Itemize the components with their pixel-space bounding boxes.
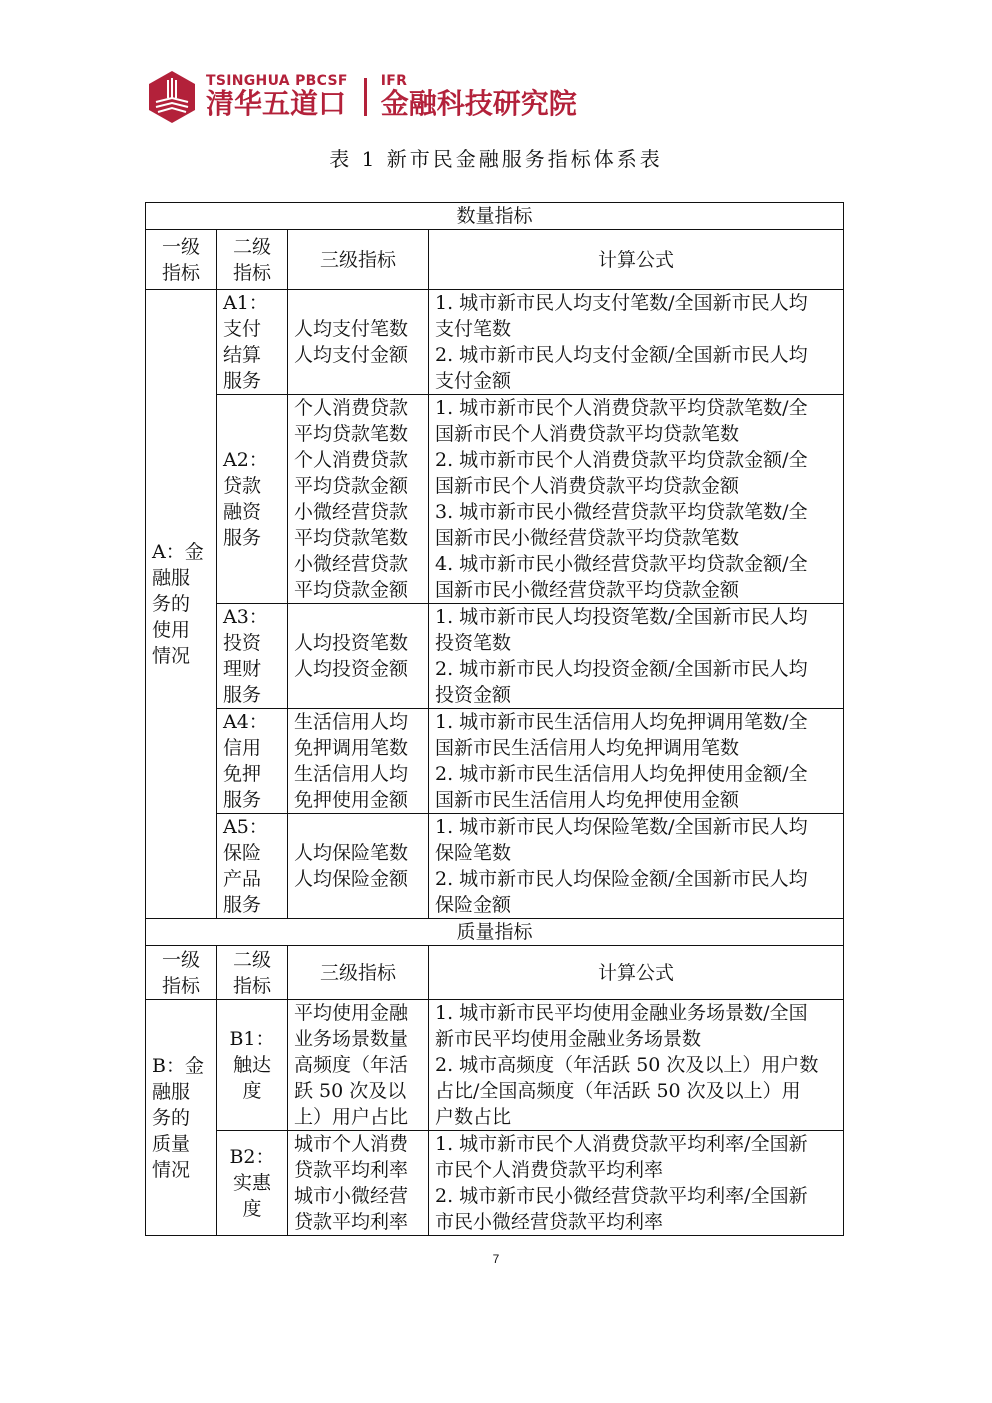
section-quality: 质量指标 xyxy=(146,919,844,946)
formula-cell: 1. 城市新市民个人消费贷款平均贷款笔数/全 国新市民个人消费贷款平均贷款笔数 2. 城市新市民个人消费贷款平均贷款金额/全 国新市民个人消费贷款平均贷款金额 3. 城市新市民小微经营贷款平均贷款笔数/全 国新市民小微经营贷款平均贷款笔数 4. 城市新市民小微经营贷款平均贷款金额/全 国新市民小微经营贷款平均贷款金额 xyxy=(429,395,844,604)
formula-cell: 1. 城市新市民生活信用人均免押调用笔数/全 国新市民生活信用人均免押调用笔数 2. 城市新市民生活信用人均免押使用金额/全 国新市民生活信用人均免押使用金额 xyxy=(429,709,844,814)
level3-cell: 人均投资笔数 人均投资金额 xyxy=(288,604,429,709)
table-title: 表 1 新市民金融服务指标体系表 xyxy=(329,147,663,171)
level2-cell: A4： 信用 免押 服务 xyxy=(217,709,288,814)
logo-right-en: IFR xyxy=(380,73,408,89)
level3-cell: 人均支付笔数 人均支付金额 xyxy=(288,290,429,395)
table-row xyxy=(146,290,844,395)
table-row xyxy=(146,604,844,709)
level3-cell: 个人消费贷款 平均贷款笔数 个人消费贷款 平均贷款金额 小微经营贷款 平均贷款笔数 小微经营贷款 平均贷款金额 xyxy=(288,395,429,604)
logo-left-en: TSINGHUA PBCSF xyxy=(206,73,348,89)
header-formula: 计算公式 xyxy=(429,230,844,290)
page-number: 7 xyxy=(492,1252,500,1266)
level2-cell: B1： 触达 度 xyxy=(217,1000,288,1131)
header-level2: 二级 指标 xyxy=(217,946,288,1000)
section-quantity: 数量指标 xyxy=(146,203,844,230)
logo xyxy=(148,68,577,126)
group-a: A：金 融服 务的 使用 情况 xyxy=(146,290,217,919)
formula-cell: 1. 城市新市民人均支付笔数/全国新市民人均 支付笔数 2. 城市新市民人均支付金额/全国新市民人均 支付金额 xyxy=(429,290,844,395)
level2-cell: A5： 保险 产品 服务 xyxy=(217,814,288,919)
header-level2: 二级 指标 xyxy=(217,230,288,290)
logo-left-zh: 清华五道口 xyxy=(206,87,347,120)
level3-cell: 生活信用人均 免押调用笔数 生活信用人均 免押使用金额 xyxy=(288,709,429,814)
header-formula: 计算公式 xyxy=(429,946,844,1000)
level2-cell: A2： 贷款 融资 服务 xyxy=(217,395,288,604)
level3-cell: 城市个人消费 贷款平均利率 城市小微经营 贷款平均利率 xyxy=(288,1131,429,1236)
level2-cell: A3： 投资 理财 服务 xyxy=(217,604,288,709)
logo-hexagon-icon xyxy=(148,70,196,124)
level3-cell: 人均保险笔数 人均保险金额 xyxy=(288,814,429,919)
level2-cell: B2： 实惠 度 xyxy=(217,1131,288,1236)
formula-cell: 1. 城市新市民人均保险笔数/全国新市民人均 保险笔数 2. 城市新市民人均保险金额/全国新市民人均 保险金额 xyxy=(429,814,844,919)
header-level3: 三级指标 xyxy=(288,230,429,290)
header-level1: 一级 指标 xyxy=(146,230,217,290)
header-level1: 一级 指标 xyxy=(146,946,217,1000)
header-level3: 三级指标 xyxy=(288,946,429,1000)
indicator-table xyxy=(145,202,844,1236)
table-row xyxy=(146,395,844,604)
table-row xyxy=(146,1000,844,1131)
level3-cell: 平均使用金融 业务场景数量 高频度（年活 跃 50 次及以 上）用户占比 xyxy=(288,1000,429,1131)
formula-cell: 1. 城市新市民平均使用金融业务场景数/全国 新市民平均使用金融业务场景数 2. 城市高频度（年活跃 50 次及以上）用户数 占比/全国高频度（年活跃 50 次及以上）用 户数占比 xyxy=(429,1000,844,1131)
level2-cell: A1： 支付 结算 服务 xyxy=(217,290,288,395)
table-row xyxy=(146,1131,844,1236)
group-b: B：金 融服 务的 质量 情况 xyxy=(146,1000,217,1236)
logo-right-zh: 金融科技研究院 xyxy=(380,87,577,120)
logo-divider xyxy=(364,78,367,116)
table-row xyxy=(146,814,844,919)
formula-cell: 1. 城市新市民人均投资笔数/全国新市民人均 投资笔数 2. 城市新市民人均投资金额/全国新市民人均 投资金额 xyxy=(429,604,844,709)
formula-cell: 1. 城市新市民个人消费贷款平均利率/全国新 市民个人消费贷款平均利率 2. 城市新市民小微经营贷款平均利率/全国新 市民小微经营贷款平均利率 xyxy=(429,1131,844,1236)
table-row xyxy=(146,709,844,814)
